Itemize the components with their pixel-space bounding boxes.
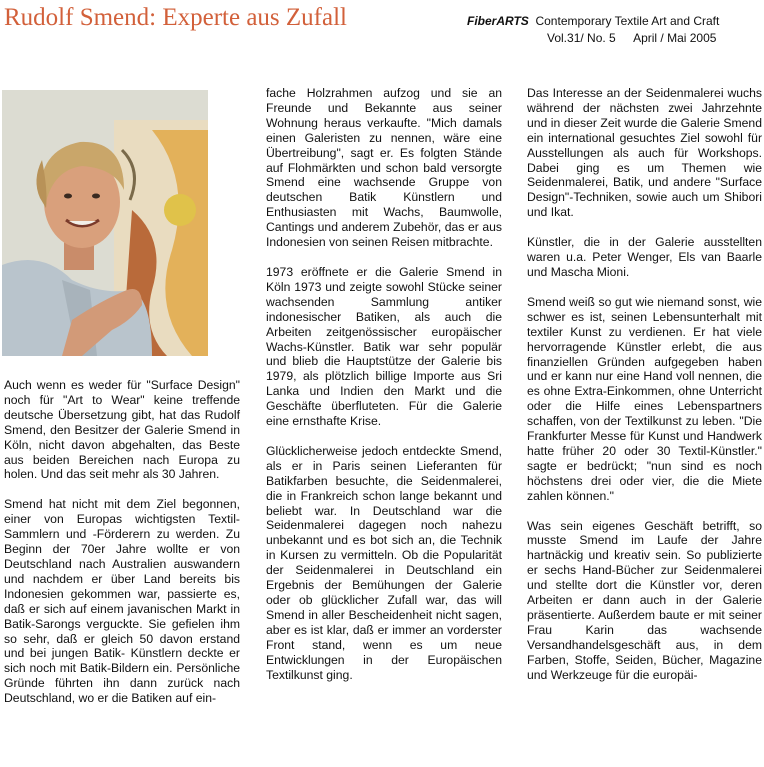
- magazine-masthead: [467, 13, 762, 47]
- magazine-name: FiberARTS: [467, 14, 529, 28]
- paragraph: Das Interesse an der Seidenmalerei wuchs während der nächsten zwei Jahrzehnte und in dieser Zeit wurde die Galerie Smend ein international gesuchtes Ziel sowohl für Ausstellungen als auch für Workshops. Dabei ging es um Themen wie Seidenmalerei, Batik, und andere "Surface Design"-Techniken, sowie auch um Shibori und Ikat.: [527, 86, 762, 220]
- paragraph: Auch wenn es weder für "Surface Design" noch für "Art to Wear" keine treffende deutsche Übersetzung gibt, hat das Rudolf Smend, den Besitzer der Galerie Smend in Köln, nicht davon abgehalten, das Beste aus beiden Bereichen nach Europa zu holen. Und das seit mehr als 30 Jahren.: [4, 378, 240, 482]
- article-column-2: [266, 86, 502, 697]
- paragraph: Glücklicherweise jedoch entdeckte Smend, als er in Paris seinen Lieferanten für Batikfarben besuchte, die Seidenmalerei, die in Frankreich schon lange bekannt und beliebt war. In Deutschland war die Seidenmalerei dagegen noch nahezu unbekannt und es bot sich an, die Technik in Kursen zu vermitteln. Ob die Popularität der Seidenmalerei in Deutschland ein Ergebnis der Bemühungen der Galerie oder ob glücklicher Zufall war, das will Smend in aller Bescheidenheit nicht sagen, aber es ist klar, daß er immer an vorderster Front stand, wenn es um neue Entwicklungen in der Europäischen Textilkunst ging.: [266, 443, 502, 682]
- paragraph: fache Holzrahmen aufzog und sie an Freunde und Bekannte aus seiner Wohnung heraus verkaufte. "Mich damals einen Galeristen zu nennen, wäre eine Übertreibung", sagt er. Es folgten Stände auf Flohmärkten und schon bald versorgte Smend eine wachsende Gruppe von deutschen Batik Künstlern und Enthusiasten mit Wachs, Baumwolle, Cantings und anderem Zubehör, das er aus Indonesien von seinen Reisen mitbrachte.: [266, 86, 502, 250]
- article-column-1: [4, 378, 240, 721]
- issue-volume: Vol.31/ No. 5: [547, 31, 616, 45]
- magazine-tagline: Contemporary Textile Art and Craft: [535, 14, 720, 28]
- paragraph: Smend weiß so gut wie niemand sonst, wie schwer es ist, seinen Lebensunterhalt mit textiler Kunst zu verdienen. Er hat viele hervorragende Künstler erlebt, die aus finanziellen Gründen aufgegeben haben und er kann nur eine Hand voll nennen, die es ohne Extra-Einkommen, ohne Unterricht oder die Hilfe eines Lebenspartners schaffen, von der Textilkunst zu leben. "Die Frankfurter Messe für Kunst und Handwerk hatte früher 20 oder 30 Textil-Künstler." sagte er bedrückt; "nun sind es noch höchstens drei oder vier, die die Miete zahlen können.": [527, 294, 762, 503]
- issue-date: April / Mai 2005: [633, 31, 717, 45]
- article-headline: Rudolf Smend: Experte aus Zufall: [4, 4, 347, 31]
- paragraph: Künstler, die in der Galerie ausstellten waren u.a. Peter Wenger, Els van Baarle und Mascha Mioni.: [527, 235, 762, 279]
- paragraph: 1973 eröffnete er die Galerie Smend in Köln 1973 und zeigte sowohl Stücke seiner wachsenden Sammlung antiker indonesischer Batiken, als auch die Arbeiten zeitgenössischer europäischer Wachs-Künstler. Batik war sehr populär und blieb die Hauptstütze der Galerie bis 1979, als plötzlich billige Importe aus Sri Lanka und Indien den Markt und die Geschäfte überfluteten. Für die Galerie eine ernsthafte Krise.: [266, 264, 502, 429]
- portrait-illustration: [2, 90, 208, 356]
- paragraph: Smend hat nicht mit dem Ziel begonnen, einer von Europas wichtigsten Textil-Sammlern und -Förderern zu werden. Zu Beginn der 70er Jahre wollte er von Deutschland nach Australien auswandern und nachdem er über Land bereits bis Indonesien gekommen war, passierte es, daß er sich auf einem javanischen Markt in Batik-Sarongs verguckte. Sie gefielen ihm so sehr, daß er gleich 50 davon erstand und bei jungen Batik- Künstlern deckte er sich noch mit Batik-Bildern ein. Persönliche Gründe führten ihn dann zurück nach Deutschland, wo er die Batiken auf ein-: [4, 497, 240, 706]
- article-column-3: [527, 86, 762, 698]
- paragraph: Was sein eigenes Geschäft betrifft, so musste Smend im Laufe der Jahre hartnäckig und kreativ sein. So publizierte er sechs Hand-Bücher zur Seidenmalerei und stellte dort die Künstler vor, deren Arbeiten er dann auch in der Galerie präsentierte. Außerdem baute er mit seiner Frau Karin das wachsende Versandhandelsgeschäft aus, in dem Farben, Stoffe, Seiden, Bücher, Magazine und Werkzeuge für die europäi-: [527, 518, 762, 682]
- portrait-photo: [2, 90, 208, 356]
